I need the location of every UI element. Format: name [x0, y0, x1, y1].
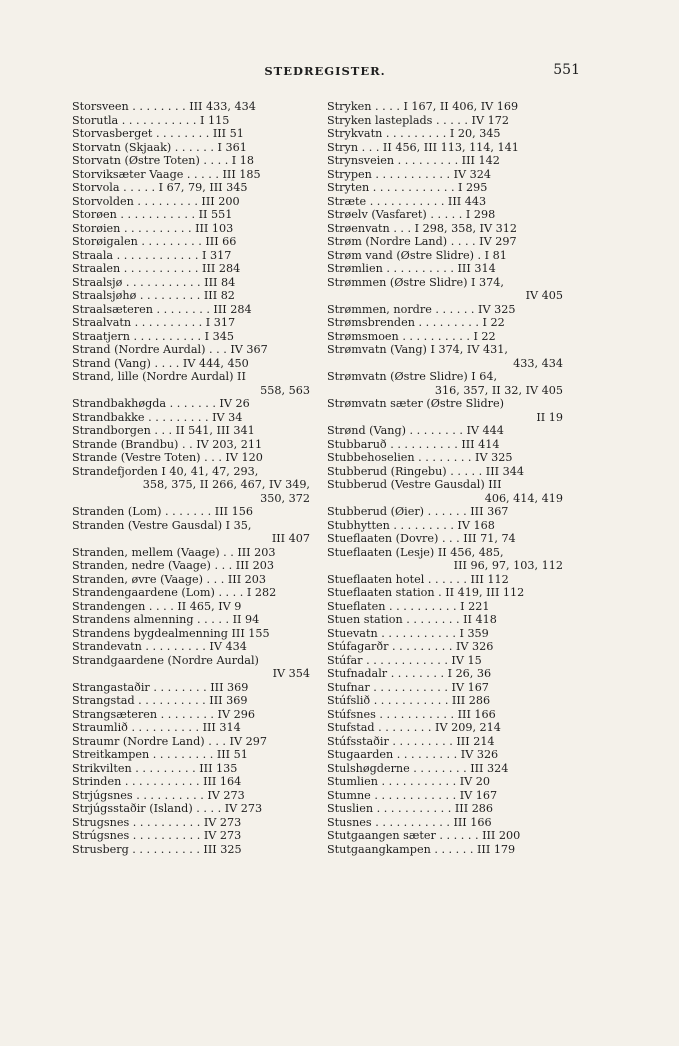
index-entry — [327, 789, 563, 803]
index-entry — [327, 627, 563, 641]
index-entry-text: Stufnadalr . . . . . . . . I 26, 36 — [327, 667, 492, 680]
index-entry — [327, 505, 563, 519]
index-entry-text: Strugsnes . . . . . . . . . . IV 273 — [72, 815, 242, 829]
index-entry-text: Strandgaardene (Nordre Aurdal) — [72, 653, 259, 667]
index-entry-text: Strande (Vestre Toten) . . . IV 120 — [72, 451, 263, 464]
index-entry-text: Strand (Vang) . . . . IV 444, 450 — [72, 356, 249, 370]
index-entry-text: Straala . . . . . . . . . . . . I 317 — [72, 248, 232, 262]
index-entry-text: Strøm (Nordre Land) . . . . IV 297 — [327, 235, 517, 248]
index-entry — [72, 262, 310, 276]
index-entry-text: Storvolden . . . . . . . . . III 200 — [72, 194, 240, 208]
index-entry-text: Stueflaaten (Dovre) . . . III 71, 74 — [327, 532, 516, 545]
index-entry-text: Strúgsnes . . . . . . . . . . IV 273 — [72, 829, 242, 842]
index-entry — [327, 816, 563, 830]
index-entry-text: Stutgaangkampen . . . . . . III 179 — [327, 842, 516, 856]
index-entry-text: Strusberg . . . . . . . . . . III 325 — [72, 842, 242, 856]
index-entry-text: Strømlien . . . . . . . . . . III 314 — [327, 262, 496, 275]
index-entry-text: Strømmen, nordre . . . . . . IV 325 — [327, 302, 516, 316]
index-entry — [72, 519, 310, 546]
index-entry — [327, 667, 563, 681]
index-entry-text: Stuevatn . . . . . . . . . . . I 359 — [327, 626, 489, 640]
index-entry — [327, 465, 563, 479]
index-entry — [327, 303, 563, 317]
index-entry — [327, 708, 563, 722]
index-entry — [72, 586, 310, 600]
index-entry-text: Stúfslið . . . . . . . . . . . III 286 — [327, 694, 491, 707]
index-entry — [327, 222, 563, 236]
index-entry — [72, 600, 310, 614]
index-entry-text: Stryten . . . . . . . . . . . . I 295 — [327, 181, 488, 194]
index-entry-text: Strangstad . . . . . . . . . . III 369 — [72, 694, 248, 707]
index-entry — [327, 762, 563, 776]
index-entry — [327, 316, 563, 330]
index-entry-text: Strandborgen . . . II 541, III 341 — [72, 424, 255, 437]
index-entry — [327, 424, 563, 438]
index-entry-continuation: 358, 375, II 266, 467, IV 349, — [142, 478, 310, 491]
page-header — [70, 64, 580, 82]
index-entry-text: Strandens bygdealmenning III 155 — [72, 626, 270, 640]
index-entry — [327, 681, 563, 695]
index-entry — [72, 654, 310, 681]
index-entry — [72, 343, 310, 357]
index-entry-text: Straalen . . . . . . . . . . . III 284 — [72, 262, 241, 275]
index-entry-text: Stubbaruð . . . . . . . . . . III 414 — [327, 437, 500, 451]
index-entry — [72, 276, 310, 290]
index-entry-text: Stubbehoselien . . . . . . . . IV 325 — [327, 451, 513, 464]
index-entry-text: Strande (Brandbu) . . IV 203, 211 — [72, 437, 263, 451]
page-title: STEDREGISTER. — [264, 64, 386, 78]
index-entry-text: Stúfsstaðir . . . . . . . . . III 214 — [327, 734, 495, 748]
index-entry — [72, 330, 310, 344]
index-entry — [72, 127, 310, 141]
index-entry-text: Straalvatn . . . . . . . . . . I 317 — [72, 316, 236, 329]
index-entry-text: Strandbakhøgda . . . . . . . IV 26 — [72, 397, 250, 410]
index-entry-text: Storvasberget . . . . . . . . III 51 — [72, 127, 244, 140]
index-entry — [327, 829, 563, 843]
index-entry-text: Stryn . . . II 456, III 113, 114, 141 — [327, 140, 519, 154]
index-entry-text: Strjúgsnes . . . . . . . . . . IV 273 — [72, 788, 245, 802]
index-entry — [72, 505, 310, 519]
index-entry-text: Strømvatn sæter (Østre Slidre) — [327, 397, 504, 410]
index-entry-text: Stranden (Vestre Gausdal) I 35, — [72, 518, 252, 532]
index-entry — [327, 195, 563, 209]
index-entry-continuation: 406, 414, 419 — [484, 491, 563, 505]
index-entry — [327, 532, 563, 546]
index-entry-continuation: IV 405 — [525, 289, 563, 302]
index-entry-text: Stranden, nedre (Vaage) . . . III 203 — [72, 559, 274, 572]
index-entry — [72, 735, 310, 749]
index-entry — [72, 100, 310, 114]
index-entry-text: Strangastaðir . . . . . . . . III 369 — [72, 680, 249, 694]
index-entry — [327, 721, 563, 735]
index-entry — [72, 397, 310, 411]
index-entry-text: Streitkampen . . . . . . . . . III 51 — [72, 748, 248, 761]
index-entry-text: Storutla . . . . . . . . . . . I 115 — [72, 113, 230, 127]
index-entry — [72, 492, 310, 506]
index-entry-text: Storøen . . . . . . . . . . . II 551 — [72, 208, 233, 221]
index-entry-text: Stumlien . . . . . . . . . . . IV 20 — [327, 775, 491, 788]
index-entry-text: Strømvatn (Vang) I 374, IV 431, — [327, 343, 508, 356]
index-entry — [72, 829, 310, 843]
index-entry-text: Stusnes . . . . . . . . . . . III 166 — [327, 815, 492, 829]
index-entry — [72, 681, 310, 695]
index-entry — [327, 235, 563, 249]
index-entry — [72, 694, 310, 708]
index-entry — [327, 546, 563, 573]
index-entry — [327, 478, 563, 505]
index-entry-text: Stuslien . . . . . . . . . . . III 286 — [327, 802, 494, 815]
index-entry-text: Strømvatn (Østre Slidre) I 64, — [327, 370, 498, 383]
index-entry — [72, 114, 310, 128]
index-entry-text: Stueflaten . . . . . . . . . . I 221 — [327, 599, 490, 613]
index-entry-continuation: 558, 563 — [260, 383, 310, 397]
index-entry-text: Storøigalen . . . . . . . . . III 66 — [72, 235, 237, 248]
index-entry-text: Stufstad . . . . . . . . IV 209, 214 — [327, 721, 501, 734]
index-entry-text: Straumr (Nordre Land) . . . IV 297 — [72, 734, 267, 748]
index-entry-text: Strøenvatn . . . I 298, 358, IV 312 — [327, 221, 517, 235]
index-entry — [72, 357, 310, 371]
index-entry-text: Stubberud (Ringebu) . . . . . III 344 — [327, 464, 524, 478]
index-entry — [327, 735, 563, 749]
index-entry-text: Stranden (Lom) . . . . . . . III 156 — [72, 505, 253, 518]
index-entry-text: Stulshøgderne . . . . . . . . III 324 — [327, 761, 509, 775]
index-entry-text: Stryken lasteplads . . . . . IV 172 — [327, 113, 509, 127]
index-entry-text: Stryken . . . . I 167, II 406, IV 169 — [327, 100, 519, 113]
index-entry-text: Strangsæteren . . . . . . . . IV 296 — [72, 707, 255, 721]
index-entry — [72, 748, 310, 762]
index-entry-text: Strømsbrenden . . . . . . . . . I 22 — [327, 316, 505, 329]
index-entry-text: Stubberud (Vestre Gausdal) III — [327, 478, 502, 491]
index-entry — [72, 370, 310, 397]
index-entry — [72, 559, 310, 573]
index-column-left — [72, 100, 310, 856]
index-entry-text: Storvatn (Østre Toten) . . . . I 18 — [72, 154, 255, 167]
index-entry — [327, 397, 563, 424]
index-entry — [72, 816, 310, 830]
index-entry — [327, 586, 563, 600]
index-entry — [72, 546, 310, 560]
index-entry — [327, 519, 563, 533]
index-entry — [327, 168, 563, 182]
index-entry — [72, 235, 310, 249]
index-entry — [72, 411, 310, 425]
index-entry-text: Strjúgsstaðir (Island) . . . . IV 273 — [72, 802, 263, 815]
index-entry — [72, 640, 310, 654]
index-entry — [72, 802, 310, 816]
index-entry — [327, 613, 563, 627]
index-entry-continuation: II 19 — [536, 410, 563, 424]
index-entry-text: Stueflaaten hotel . . . . . . III 112 — [327, 572, 509, 586]
index-entry — [72, 843, 310, 857]
index-entry — [327, 114, 563, 128]
index-entry — [72, 721, 310, 735]
index-entry-text: Strøelv (Vasfaret) . . . . . I 298 — [327, 208, 496, 221]
index-entry-text: Strynsveien . . . . . . . . . III 142 — [327, 154, 500, 167]
index-entry-text: Stúfagarðr . . . . . . . . . IV 326 — [327, 640, 494, 653]
index-entry — [72, 762, 310, 776]
index-entry-text: Stubhytten . . . . . . . . . IV 168 — [327, 518, 495, 532]
index-entry-text: Strømmen (Østre Slidre) I 374, — [327, 275, 504, 289]
index-entry — [327, 775, 563, 789]
index-entry — [72, 424, 310, 438]
page-number: 551 — [553, 62, 580, 78]
index-entry — [72, 451, 310, 465]
index-entry-text: Strikvilten . . . . . . . . . III 135 — [72, 761, 238, 775]
index-entry — [72, 789, 310, 803]
index-entry-text: Straalsjøhø . . . . . . . . . III 82 — [72, 289, 235, 302]
index-entry — [72, 613, 310, 627]
index-entry — [327, 573, 563, 587]
index-entry — [72, 141, 310, 155]
index-entry-continuation: IV 354 — [272, 667, 310, 680]
index-entry-text: Strypen . . . . . . . . . . . IV 324 — [327, 167, 492, 181]
index-entry — [72, 465, 310, 492]
index-entry — [72, 289, 310, 303]
index-entry — [327, 654, 563, 668]
index-entry-text: Stranden, øvre (Vaage) . . . III 203 — [72, 572, 267, 586]
index-entry — [327, 127, 563, 141]
index-entry — [327, 694, 563, 708]
index-entry — [327, 330, 563, 344]
index-entry-text: Storsveen . . . . . . . . III 433, 434 — [72, 100, 256, 113]
index-entry — [327, 370, 563, 397]
index-entry-continuation: 316, 357, II 32, IV 405 — [434, 383, 563, 397]
index-entry-text: Stueflaaten (Lesje) II 456, 485, — [327, 545, 504, 559]
index-entry-text: Stutgaangen sæter . . . . . . III 200 — [327, 829, 521, 842]
index-entry-text: Strandefjorden I 40, 41, 47, 293, — [72, 464, 259, 478]
index-entry-text: Stúfsnes . . . . . . . . . . . III 166 — [327, 707, 496, 721]
index-entry-text: Strand, lille (Nordre Aurdal) II — [72, 370, 246, 383]
index-entry — [327, 802, 563, 816]
index-entry — [72, 573, 310, 587]
index-entry-text: Storøien . . . . . . . . . . III 103 — [72, 221, 234, 235]
index-entry-text: Stúfar . . . . . . . . . . . . IV 15 — [327, 653, 482, 667]
index-entry — [327, 438, 563, 452]
index-entry-text: Strand (Nordre Aurdal) . . . IV 367 — [72, 343, 268, 356]
index-entry-text: Strønd (Vang) . . . . . . . . IV 444 — [327, 424, 504, 437]
index-entry — [72, 181, 310, 195]
index-entry-text: Storvatn (Skjaak) . . . . . . I 361 — [72, 140, 247, 154]
index-entry — [72, 195, 310, 209]
index-entry-text: Stugaarden . . . . . . . . . IV 326 — [327, 748, 499, 761]
index-entry-text: Storvola . . . . . I 67, 79, III 345 — [72, 181, 248, 194]
index-entry — [327, 181, 563, 195]
index-entry — [327, 141, 563, 155]
index-entry — [72, 316, 310, 330]
index-entry-text: Straalsæteren . . . . . . . . III 284 — [72, 302, 252, 316]
index-entry-text: Strandengen . . . . II 465, IV 9 — [72, 599, 242, 613]
index-entry-text: Stræte . . . . . . . . . . . III 443 — [327, 194, 487, 208]
index-entry-text: Stueflaaten station . II 419, III 112 — [327, 586, 525, 599]
index-entry — [72, 775, 310, 789]
index-entry — [327, 249, 563, 263]
index-entry-text: Storviksæter Vaage . . . . . III 185 — [72, 167, 261, 181]
index-entry — [72, 303, 310, 317]
index-entry — [327, 276, 563, 303]
index-entry-text: Strandbakke . . . . . . . . . IV 34 — [72, 410, 243, 424]
index-entry — [327, 100, 563, 114]
index-entry — [72, 627, 310, 641]
index-entry — [72, 168, 310, 182]
index-entry-continuation: III 407 — [271, 532, 310, 545]
index-entry-continuation: III 96, 97, 103, 112 — [453, 559, 563, 572]
index-entry-text: Straumlið . . . . . . . . . . III 314 — [72, 721, 241, 734]
index-entry — [327, 600, 563, 614]
index-entry-text: Stuen station . . . . . . . . II 418 — [327, 613, 497, 626]
index-entry — [327, 640, 563, 654]
index-entry-text: Strykvatn . . . . . . . . . I 20, 345 — [327, 127, 501, 140]
index-entry-text: Strinden . . . . . . . . . . . III 164 — [72, 775, 242, 788]
index-entry — [327, 154, 563, 168]
index-entry-text: Stranden, mellem (Vaage) . . III 203 — [72, 545, 276, 559]
index-column-right — [327, 100, 563, 856]
index-entry — [327, 208, 563, 222]
index-entry — [327, 843, 563, 857]
index-entry-text: Straatjern . . . . . . . . . . I 345 — [72, 329, 234, 343]
index-entry — [72, 222, 310, 236]
index-entry — [72, 249, 310, 263]
index-entry — [327, 451, 563, 465]
index-entry — [327, 748, 563, 762]
index-entry-text: Stubberud (Øier) . . . . . . III 367 — [327, 505, 509, 518]
index-entry-text: Straalsjø . . . . . . . . . . . III 84 — [72, 275, 236, 289]
index-entry-text: Strandens almenning . . . . . II 94 — [72, 613, 260, 626]
index-entry — [72, 208, 310, 222]
index-entry — [72, 154, 310, 168]
index-entry — [327, 262, 563, 276]
index-entry-text: Strandengaardene (Lom) . . . . I 282 — [72, 586, 277, 599]
index-entry-continuation: 350, 372 — [260, 491, 310, 505]
index-entry-continuation: 433, 434 — [513, 356, 563, 370]
index-entry-text: Stufnar . . . . . . . . . . . IV 167 — [327, 680, 489, 694]
index-entry-text: Strandevatn . . . . . . . . . IV 434 — [72, 640, 247, 653]
index-entry-text: Strømsmoen . . . . . . . . . . I 22 — [327, 329, 496, 343]
index-entry — [327, 343, 563, 370]
index-entry-text: Strøm vand (Østre Slidre) . I 81 — [327, 248, 507, 262]
index-entry-text: Stumne . . . . . . . . . . . . IV 167 — [327, 788, 498, 802]
index-entry — [72, 708, 310, 722]
index-entry — [72, 438, 310, 452]
